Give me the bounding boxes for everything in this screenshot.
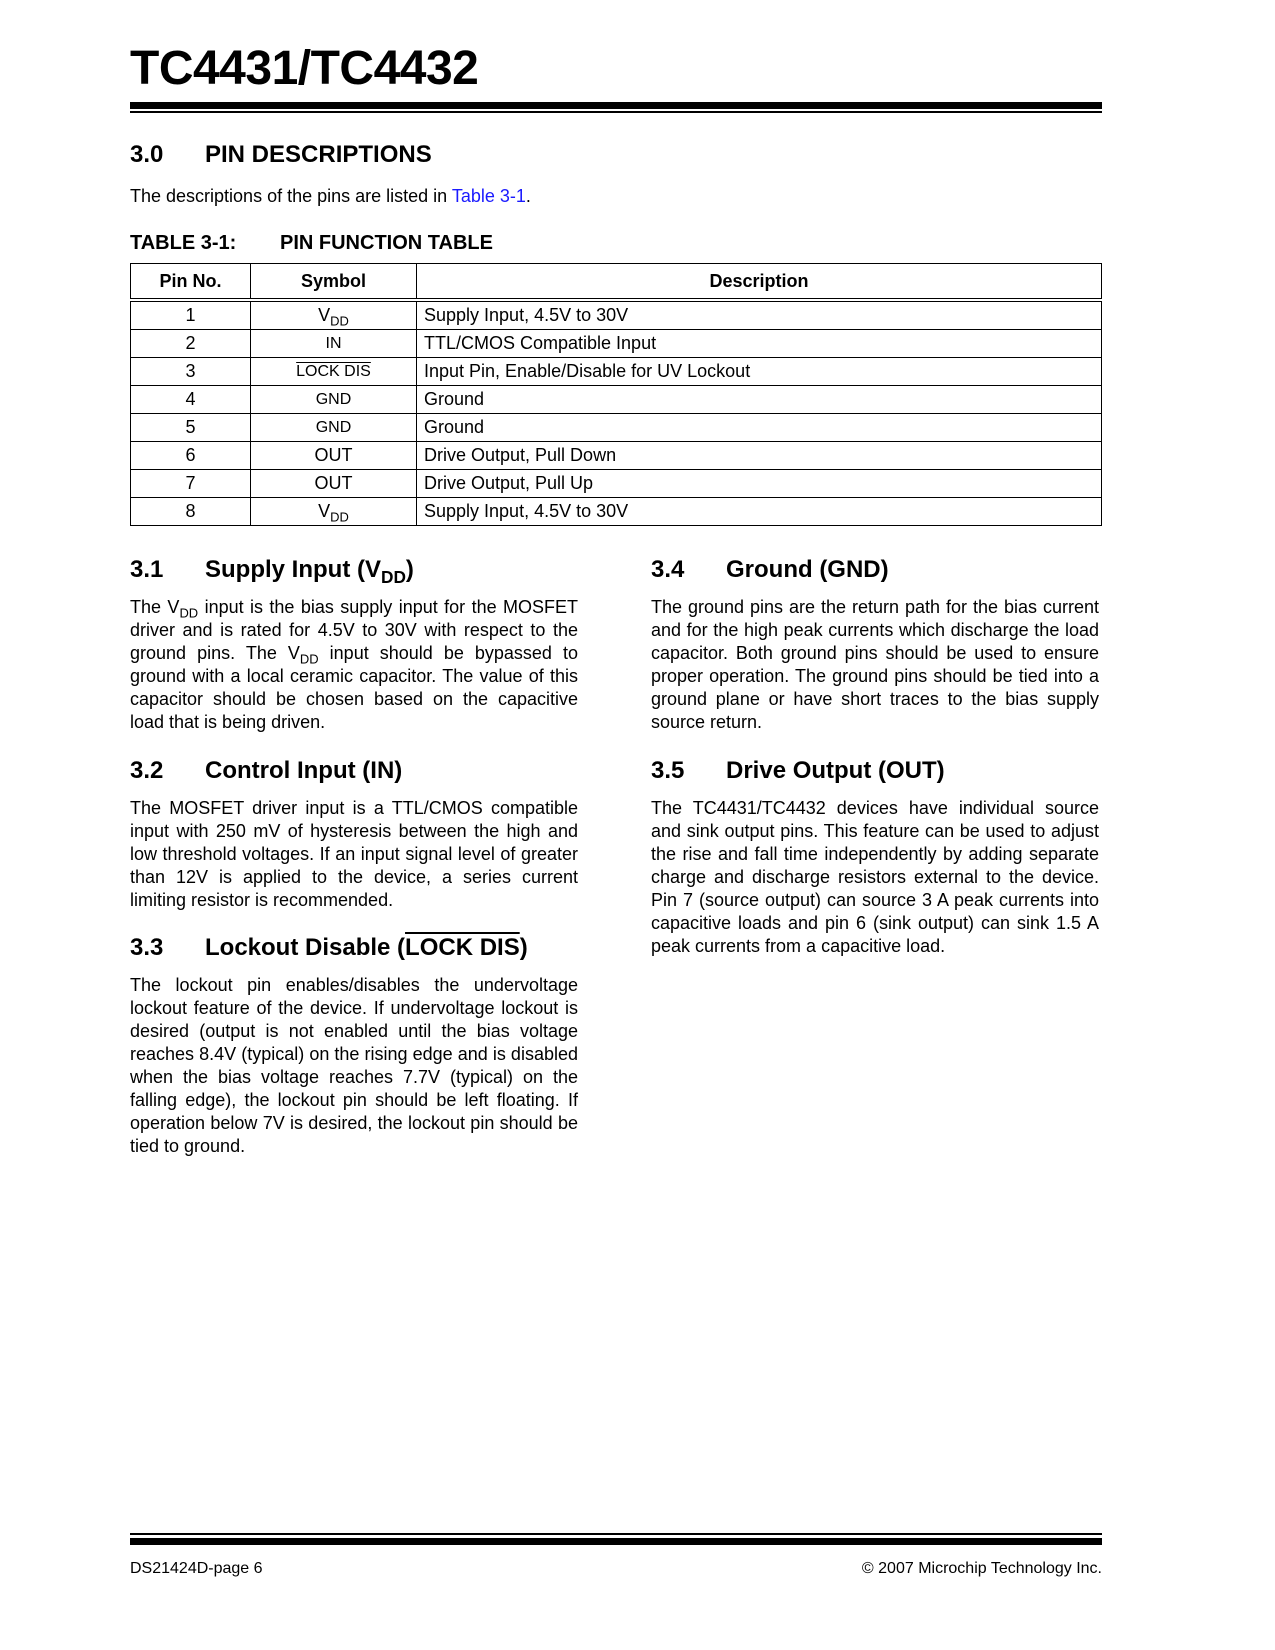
pin-description: Supply Input, 4.5V to 30V (417, 300, 1102, 330)
pin-symbol: IN (251, 330, 417, 358)
supply-input-paragraph: The $V_{DD}$ input is the bias supply input for the MOSFET driver and is rated for 4.5V to 30V with respect to the ground pins. The $V_{DD}$ input should be bypassed to ground with a local ceramic capacitor. The value of this capacitor should be chosen based on the capacitive load that is being driven. (130, 597, 578, 732)
table-row (131, 386, 1102, 414)
pin-description: Ground (417, 386, 1102, 414)
header-symbol: Symbol (251, 264, 417, 301)
pin-description: Supply Input, 4.5V to 30V (417, 498, 1102, 526)
pin-symbol: OUT (251, 442, 417, 470)
section-heading-3-3: 3.3 Lockout Disable (LOCK DIS) (130, 934, 528, 961)
table-row (131, 330, 1102, 358)
pin-symbol: $V_{DD}$ (251, 498, 417, 526)
table-header-row (131, 264, 1102, 301)
pin-description: Ground (417, 414, 1102, 442)
drive-output-paragraph: The TC4431/TC4432 devices have individual source and sink output pins. This feature can be used to adjust the rise and fall time independently by adding separate charge and discharge resistors external to the device. Pin 7 (source output) can source 3 A peak currents into capacitive loads and pin 6 (sink output) can sink 1.5 A peak currents from a capacitive load. (651, 798, 1099, 956)
pin-number: 5 (131, 414, 251, 442)
pin-function-table (130, 263, 1102, 526)
pin-number: 3 (131, 358, 251, 386)
footer-copyright: © 2007 Microchip Technology Inc. (861, 1560, 1102, 1577)
pin-number: 4 (131, 386, 251, 414)
header-pin-no: Pin No. (131, 264, 251, 301)
header-description: Description (417, 264, 1102, 301)
pin-symbol: GND (251, 386, 417, 414)
pin-symbol: OUT (251, 470, 417, 498)
table-row (131, 414, 1102, 442)
pin-number: 6 (131, 442, 251, 470)
section-heading-3-1: 3.1 Supply Input $(V_{DD})$ (130, 556, 414, 588)
control-input-paragraph: The MOSFET driver input is a TTL/CMOS compatible input with 250 mV of hysteresis between the high and low threshold voltages. If an input signal level of greater than 12V is applied to the device, a series current limiting resistor is recommended. (130, 798, 578, 910)
section-heading-3-4: 3.4 Ground (GND) (651, 556, 889, 583)
pin-description: TTL/CMOS Compatible Input (417, 330, 1102, 358)
pin-number: 7 (131, 470, 251, 498)
section-heading-3-0 (130, 140, 432, 170)
page-title: TC4431/TC4432 (130, 42, 479, 95)
pin-description: Drive Output, Pull Down (417, 442, 1102, 470)
footer-page-id: DS21424D-page 6 (130, 1560, 263, 1577)
section-heading-3-5: 3.5 Drive Output (OUT) (651, 757, 945, 784)
pin-symbol: LOCK DIS (251, 358, 417, 386)
pin-symbol: GND (251, 414, 417, 442)
lockout-disable-paragraph: The lockout pin enables/disables the undervoltage lockout feature of the device. If undervoltage lockout is desired (output is not enabled until the bias voltage reaches 8.4V (typical) on the rising edge and is disabled when the bias voltage reaches 7.7V (typical) on the falling edge), the lockout pin should be left floating. If operation below 7V is desired, the lockout pin should be tied to ground. (130, 975, 578, 1156)
pin-description: Input Pin, Enable/Disable for UV Lockout (417, 358, 1102, 386)
pin-number: 8 (131, 498, 251, 526)
footer-rule-thin (130, 1533, 1102, 1535)
table-caption (130, 230, 493, 256)
footer-rule (130, 1538, 1102, 1545)
section-number: 3.0 (130, 141, 164, 168)
pin-symbol: $V_{DD}$ (251, 300, 417, 330)
table-link[interactable]: Table 3-1 (451, 186, 526, 206)
table-caption-title: PIN FUNCTION TABLE (280, 232, 493, 254)
pin-description: Drive Output, Pull Up (417, 470, 1102, 498)
ground-paragraph: The ground pins are the return path for the bias current and for the high peak currents which discharge the load capacitor. Both ground pins should be used to ensure proper operation. The ground pins should be tied into a ground plane or have short traces to the bias supply source return. (651, 597, 1099, 732)
intro-paragraph: The descriptions of the pins are listed in Table 3-1. (130, 186, 531, 206)
pin-number: 1 (131, 300, 251, 330)
section-heading-3-2: 3.2 Control Input (IN) (130, 757, 403, 784)
table-row (131, 300, 1102, 330)
table-caption-label: TABLE 3-1: (130, 232, 237, 254)
header-rule (130, 102, 1102, 109)
header-rule-thin (130, 111, 1102, 113)
section-title: PIN DESCRIPTIONS (205, 141, 432, 168)
pin-number: 2 (131, 330, 251, 358)
table-row (131, 498, 1102, 526)
table-row (131, 442, 1102, 470)
table-row (131, 358, 1102, 386)
table-row (131, 470, 1102, 498)
